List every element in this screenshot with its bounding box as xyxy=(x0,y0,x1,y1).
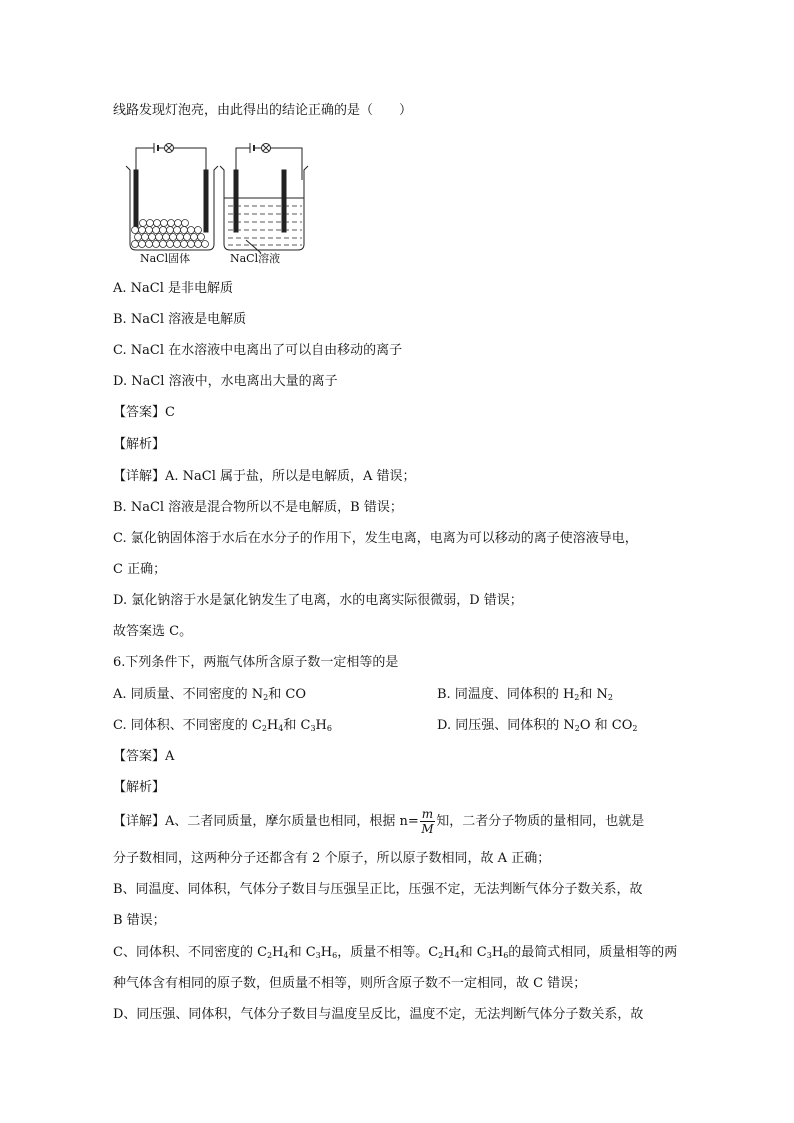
nacl-solution-apparatus xyxy=(220,143,308,253)
option-a: A. NaCl 是非电解质 xyxy=(113,281,234,296)
final-answer: 故答案选 C。 xyxy=(113,624,193,639)
question-stem-continuation: 线路发现灯泡亮，由此得出的结论正确的是（ ） xyxy=(113,103,413,118)
q6-detail-c-line1: C、同体积、不同密度的 $C_2H_4$和 $C_3H_6$，质量不相等。$C_2H_4$和 $C_3H_6$的最简式相同，质量相等的两 xyxy=(113,945,678,960)
label-nacl-solution: NaCl溶液 xyxy=(230,252,281,265)
detail-a: 【详解】A. NaCl 属于盐，所以是电解质，A 错误； xyxy=(113,469,416,484)
answer-label: 【答案】 xyxy=(113,405,166,420)
q6-detail-a-line2: 分子数相同，这两种分子还都含有 2 个原子，所以原子数相同，故 A 正确； xyxy=(113,851,551,866)
answer-value: A xyxy=(165,749,175,764)
detail-c-line1: C. 氯化钠固体溶于水后在水分子的作用下，发生电离，电离为可以移动的离子使溶液导电， xyxy=(113,531,638,546)
detail-b: B. NaCl 溶液是混合物所以不是电解质，B 错误； xyxy=(113,500,403,515)
q6-option-c: C. 同体积、不同密度的 $C_2H_4$和 $C_3H_6$ xyxy=(113,718,332,733)
q6-analysis-heading: 【解析】 xyxy=(113,780,166,795)
q6-detail-b-line1: B、同温度、同体积，气体分子数目与压强呈正比，压强不定，无法判断气体分子数关系，故 xyxy=(113,882,643,897)
q6-option-b: B. 同温度、同体积的 $H_2$和 $N_2$ xyxy=(437,687,613,702)
q6-option-d: D. 同压强、同体积的 $N_2O$ 和 $CO_2$ xyxy=(437,718,638,733)
option-d: D. NaCl 溶液中，水电离出大量的离子 xyxy=(113,374,338,389)
solid-nacl-apparatus xyxy=(126,143,218,250)
answer-label: 【答案】 xyxy=(113,749,166,764)
detail-c-line2: C 正确； xyxy=(113,562,167,577)
q6-option-a: A. 同质量、不同密度的 $N_2$和 CO xyxy=(113,687,307,702)
q6-detail-b-line2: B 错误； xyxy=(113,913,166,928)
option-c: C. NaCl 在水溶液中电离出了可以自由移动的离子 xyxy=(113,343,403,358)
q6-detail-a-line1: 【详解】A、二者同质量，摩尔质量也相同，根据 n= $\frac{m}{M}$ 知，二者分子物质的量相同，也就是 xyxy=(113,807,645,836)
label-nacl-solid: NaCl固体 xyxy=(140,252,191,265)
detail-d: D. 氯化钠溶于水是氯化钠发生了电离，水的电离实际很微弱，D 错误； xyxy=(113,593,523,608)
option-b: B. NaCl 溶液是电解质 xyxy=(113,312,247,327)
answer-line xyxy=(113,404,175,422)
q6-detail-d-line1: D、同压强、同体积，气体分子数目与温度呈反比，温度不定，无法判断气体分子数关系，故 xyxy=(113,1007,644,1022)
q6-answer-line xyxy=(113,748,174,766)
fraction-m-over-M: $\frac{m}{M}$ xyxy=(421,807,434,836)
answer-value: C xyxy=(165,405,175,420)
question-6-stem: 6.下列条件下，两瓶气体所含原子数一定相等的是 xyxy=(113,655,399,670)
conductivity-experiment-figure xyxy=(118,140,318,266)
analysis-heading: 【解析】 xyxy=(113,437,166,452)
q6-detail-c-line2: 种气体含有相同的原子数，但质量不相等，则所含原子数不一定相同，故 C 错误； xyxy=(113,976,587,991)
